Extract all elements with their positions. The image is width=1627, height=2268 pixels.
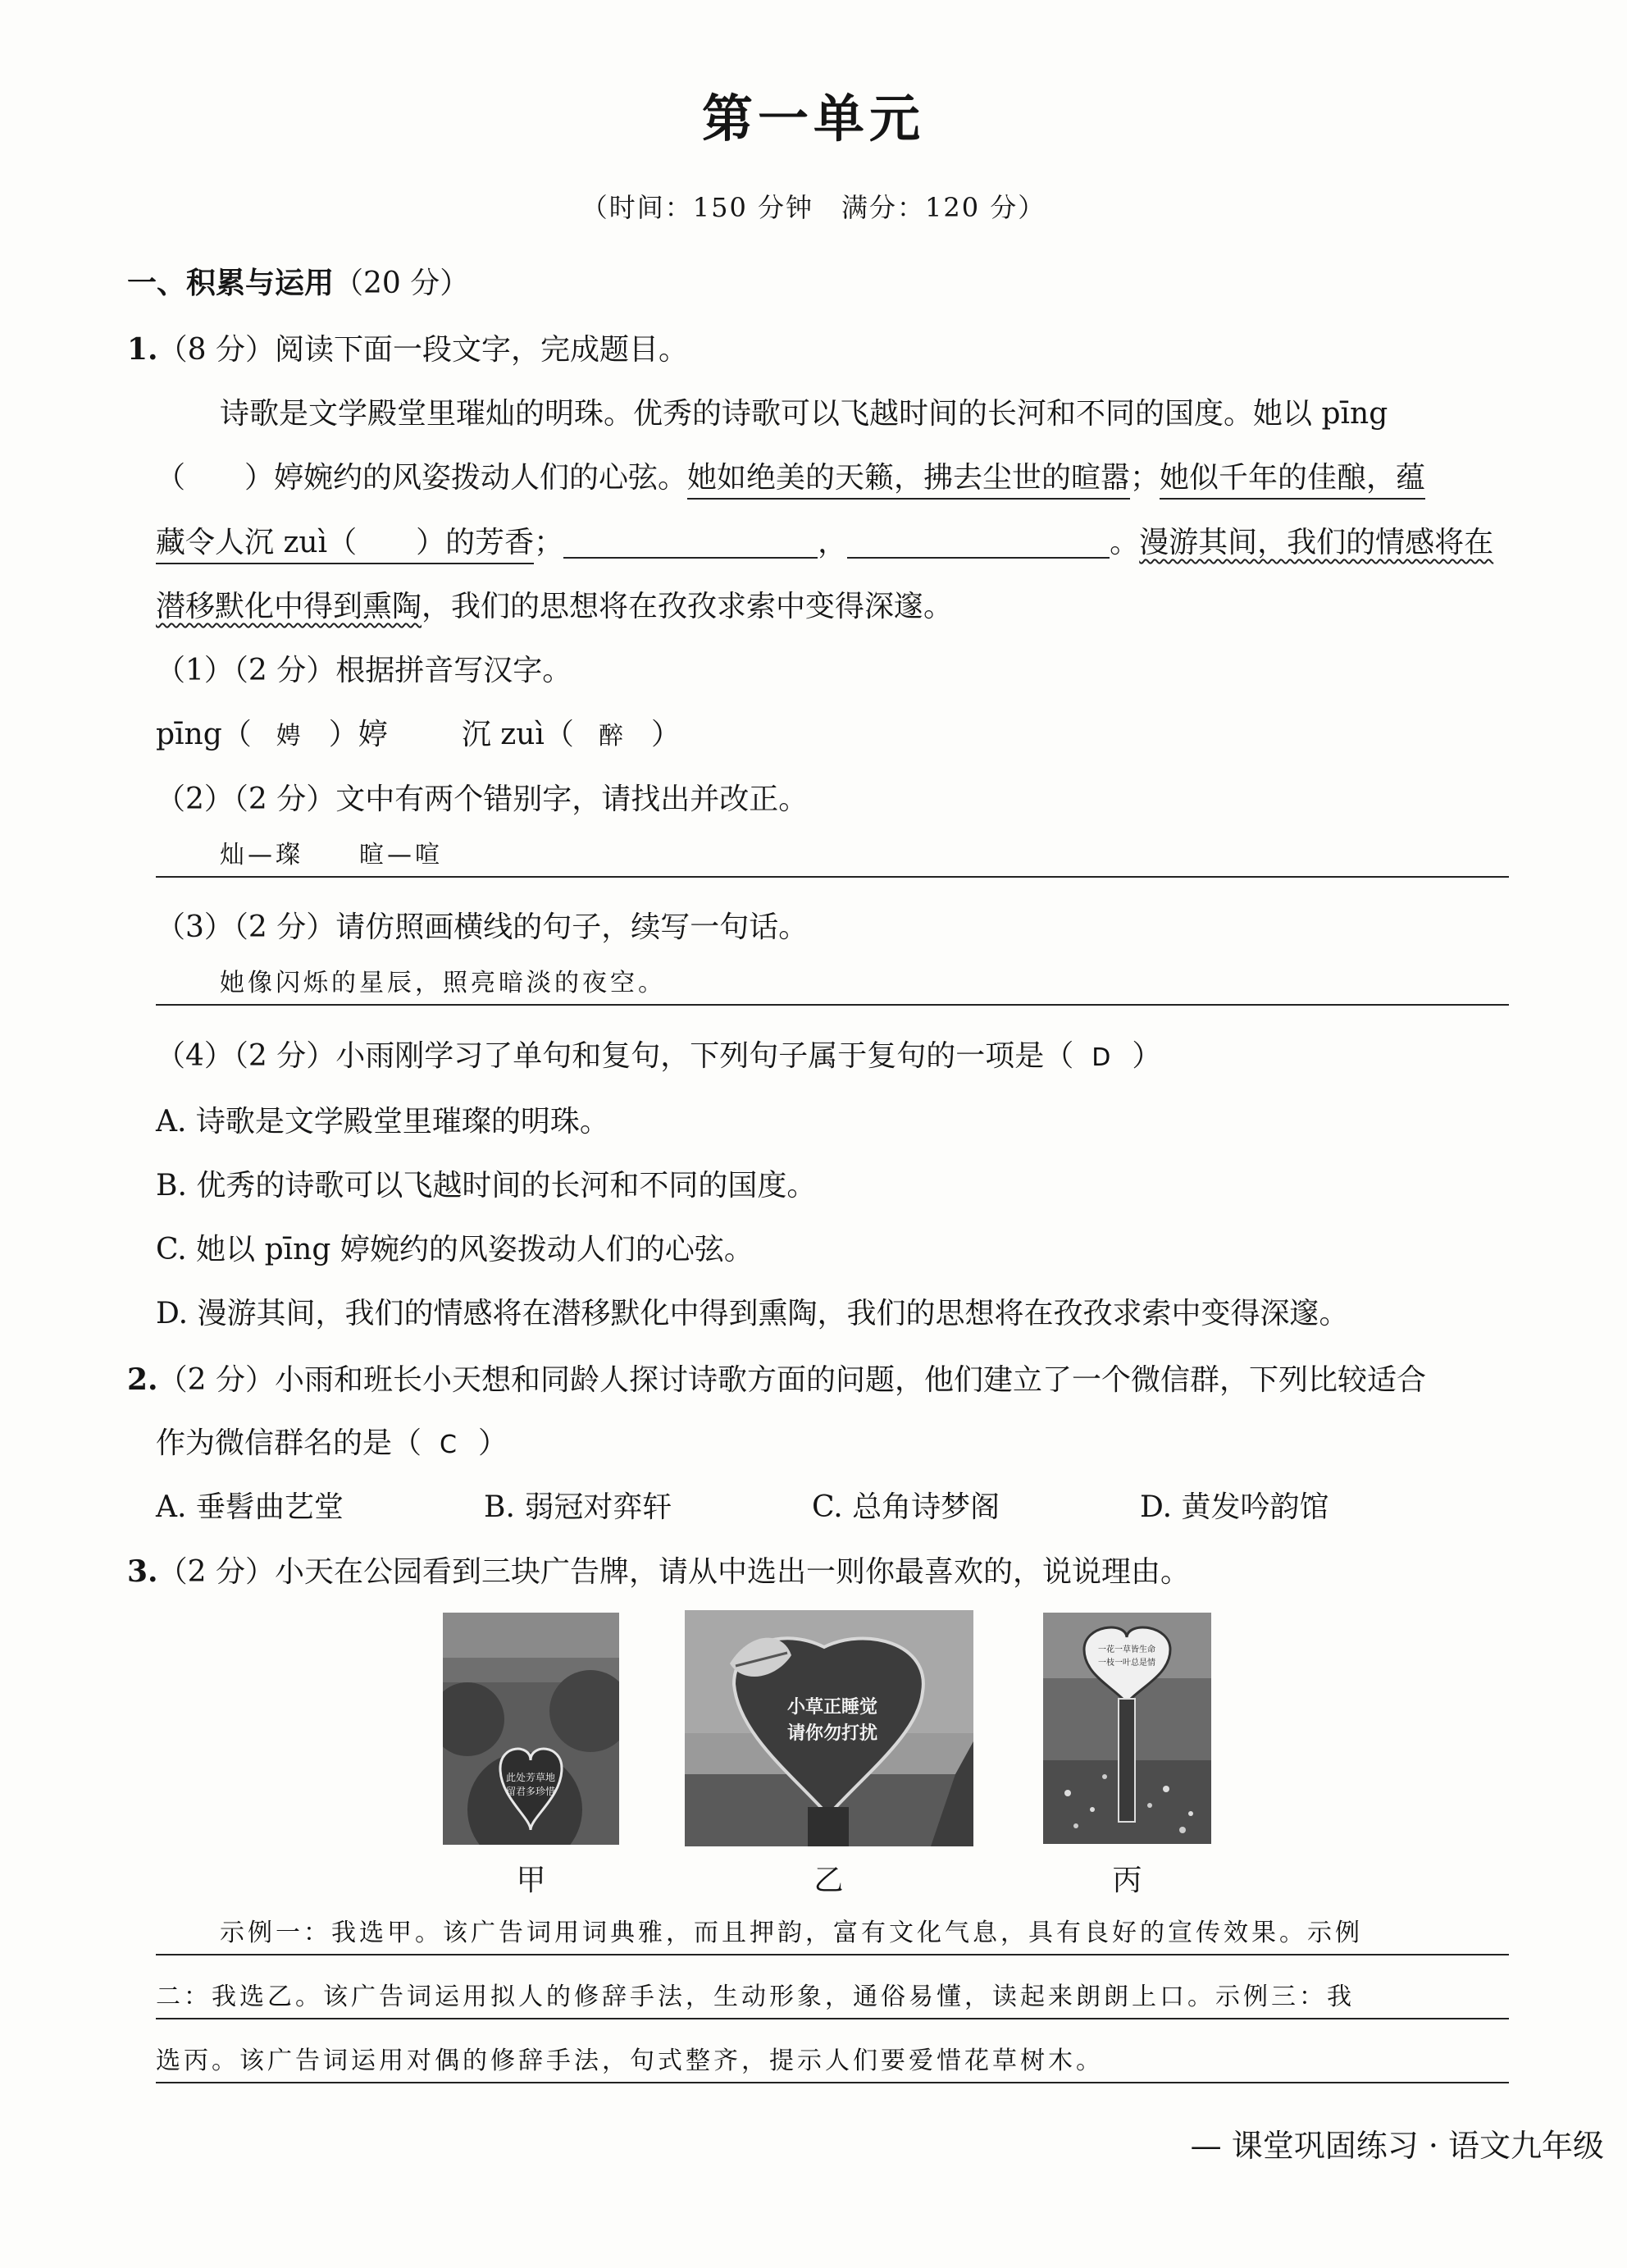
page-title: 第一单元 <box>701 89 925 148</box>
q1-passage-line-3 <box>156 528 1493 559</box>
image-caption: 丙 <box>1112 1864 1142 1897</box>
q1-sub3-stem: （3）（2 分）请仿照画横线的句子，续写一句话。 <box>156 910 809 944</box>
photo-sign-bing-drawing <box>1043 1613 1211 1844</box>
q3-answer-line-3: 选丙。该广告词运用对偶的修辞手法，句式整齐，提示人们要爱惜花草树木。 <box>156 2047 1104 2075</box>
q2-stem-text: 作为微信群名的是（ <box>156 1426 422 1460</box>
answer-line <box>156 2018 1509 2019</box>
pinyin-label: 沉 zuì（ <box>461 718 574 751</box>
option-c: C. 她以 pīng 婷婉约的风姿拨动人们的心弦。 <box>156 1233 754 1266</box>
handwritten-answer: 醉 <box>598 722 627 751</box>
q2-number: 2. <box>127 1362 158 1397</box>
sign-text: 留君多珍惜 <box>505 1786 556 1797</box>
q3-answer-line-1: 示例一：我选甲。该广告词用词典雅，而且押韵，富有文化气息，具有良好的宣传效果。示例 <box>220 1919 1363 1947</box>
q1-stem <box>127 332 688 367</box>
answer-line <box>156 1004 1509 1006</box>
q1-sub4-text: （4）（2 分）小雨刚学习了单句和复句，下列句子属于复句的一项是（ <box>156 1039 1074 1073</box>
fill-blank-1[interactable] <box>563 529 818 559</box>
exam-meta: （时间：150 分钟 满分：120 分） <box>581 192 1046 223</box>
q1-sub1-answers <box>156 720 681 750</box>
answer-line <box>156 2082 1509 2083</box>
q1-stem-text: （8 分）阅读下面一段文字，完成题目。 <box>157 333 688 367</box>
passage-text: （ ）婷婉约的风姿拨动人们的心弦。 <box>156 461 688 495</box>
q2-stem-text: （2 分）小雨和班长小天想和同龄人探讨诗歌方面的问题，他们建立了一个微信群，下列比较适合 <box>157 1363 1426 1397</box>
section-points: （20 分） <box>334 267 470 300</box>
q3-answer-line-2: 二：我选乙。该广告词运用拟人的修辞手法，生动形象，通俗易懂，读起来朗朗上口。示例三：我 <box>156 1983 1355 2011</box>
photo-sign-jia <box>443 1613 619 1845</box>
underlined-sentence-1: 她如绝美的天籁，拂去尘世的暄嚣 <box>687 461 1130 500</box>
answer-line <box>156 876 1509 878</box>
section-title: 一、积累与运用 <box>127 266 335 300</box>
q3-stem-text: （2 分）小天在公园看到三块广告牌，请从中选出一则你最喜欢的，说说理由。 <box>157 1555 1190 1589</box>
option-b: B. 优秀的诗歌可以飞越时间的长河和不同的国度。 <box>156 1169 817 1202</box>
passage-text: ； <box>534 526 564 559</box>
q3-stem <box>127 1554 1190 1589</box>
bracket-close: ） <box>477 1426 508 1460</box>
sign-text: 请你勿打扰 <box>786 1723 878 1744</box>
fill-blank-2[interactable] <box>847 529 1110 559</box>
sign-text: 小草正睡觉 <box>786 1697 878 1718</box>
q2-option-c: C. 总角诗梦阁 <box>812 1490 1000 1524</box>
pinyin-label: pīng（ <box>156 718 252 751</box>
q1-sub1-stem: （1）（2 分）根据拼音写汉字。 <box>156 654 572 687</box>
q2-stem-line-2 <box>156 1426 508 1460</box>
sign-text: 一花一草皆生命 <box>1098 1645 1155 1654</box>
handwritten-answer: D <box>1092 1043 1114 1072</box>
handwritten-answer: C <box>440 1431 460 1459</box>
q1-passage-line-4 <box>156 592 953 622</box>
photo-sign-jia-drawing <box>443 1613 619 1845</box>
pinyin-tail: ） <box>650 718 681 751</box>
q1-sub4-stem <box>156 1039 1162 1073</box>
passage-text: 。 <box>1110 526 1140 559</box>
underlined-sentence-3: 藏令人沉 zuì（ ）的芳香 <box>156 526 534 564</box>
option-d: D. 漫游其间，我们的情感将在潜移默化中得到熏陶，我们的思想将在孜孜求索中变得深邃。 <box>156 1297 1349 1330</box>
q1-passage-line-2 <box>156 463 1425 493</box>
passage-text: ； <box>1130 461 1160 495</box>
image-caption: 甲 <box>516 1864 546 1897</box>
q1-passage-line-1: 诗歌是文学殿堂里璀灿的明珠。优秀的诗歌可以飞越时间的长河和不同的国度。她以 pīng <box>220 397 1388 431</box>
q1-sub2-answer: 灿—璨 暄—喧 <box>220 841 443 869</box>
handwritten-answer: 娉 <box>276 722 304 751</box>
passage-text: ，我们的思想将在孜孜求索中变得深邃。 <box>422 590 954 623</box>
passage-text: ， <box>818 526 848 559</box>
wavy-underlined-text: 潜移默化中得到熏陶 <box>156 590 422 623</box>
answer-line <box>156 1954 1509 1955</box>
sign-text: 此处芳草地 <box>505 1772 556 1783</box>
sign-text: 一枝一叶总是情 <box>1098 1659 1155 1668</box>
section-heading <box>127 268 469 299</box>
q1-sub2-stem: （2）（2 分）文中有两个错别字，请找出并改正。 <box>156 783 809 816</box>
q1-number: 1. <box>127 332 158 367</box>
q2-option-d: D. 黄发吟韵馆 <box>1140 1490 1329 1524</box>
underlined-sentence-2: 她似千年的佳酿，蕴 <box>1160 461 1425 500</box>
option-a: A. 诗歌是文学殿堂里璀璨的明珠。 <box>156 1105 609 1139</box>
q2-stem-line-1 <box>127 1362 1426 1397</box>
page-footer: — 课堂巩固练习 · 语文九年级 <box>1190 2128 1604 2164</box>
photo-sign-bing <box>1043 1613 1211 1844</box>
photo-sign-yi <box>685 1610 973 1846</box>
pinyin-tail: ）婷 <box>328 718 388 751</box>
q2-option-b: B. 弱冠对弈轩 <box>484 1490 672 1524</box>
image-caption: 乙 <box>814 1864 844 1897</box>
wavy-underlined-text: 漫游其间，我们的情感将在 <box>1139 526 1494 559</box>
q1-sub3-answer: 她像闪烁的星辰，照亮暗淡的夜空。 <box>220 969 666 997</box>
bracket-close: ） <box>1132 1039 1162 1073</box>
q3-number: 3. <box>127 1554 158 1589</box>
q2-option-a: A. 垂髫曲艺堂 <box>156 1490 344 1524</box>
photo-sign-yi-drawing <box>685 1610 973 1846</box>
